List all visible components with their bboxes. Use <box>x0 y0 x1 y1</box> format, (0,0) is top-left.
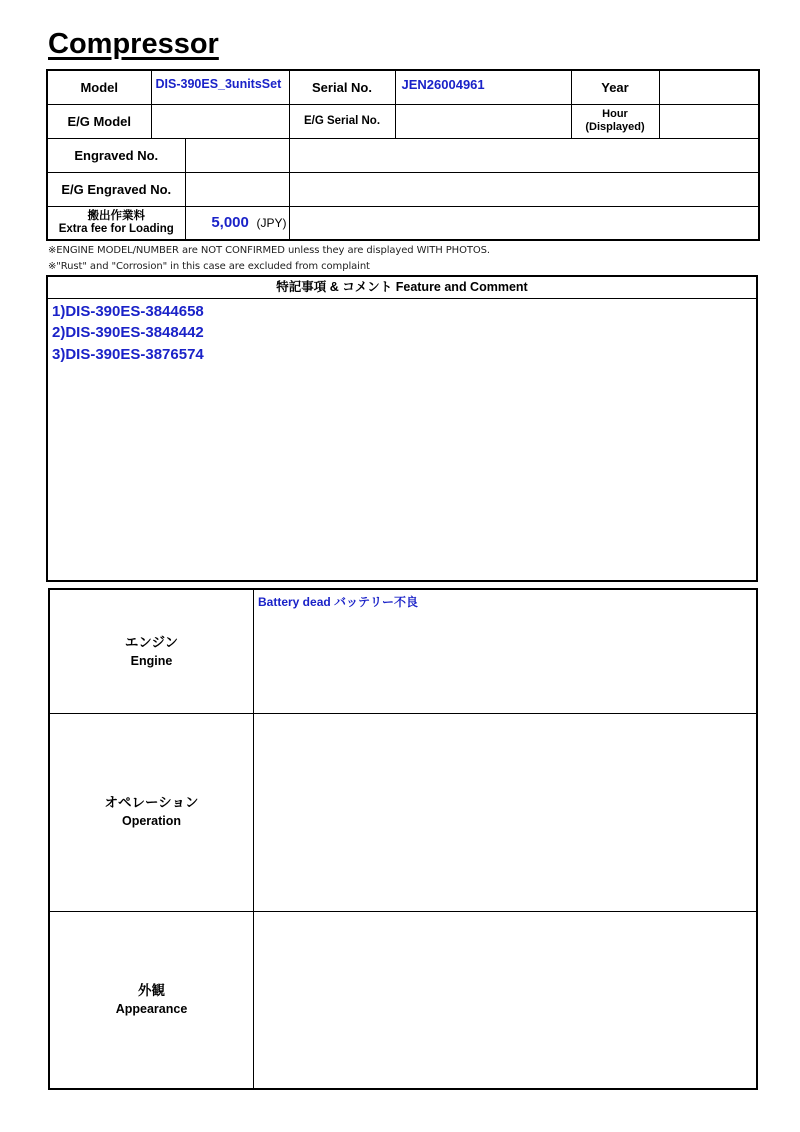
engraved-label: Engraved No. <box>47 138 185 172</box>
year-value <box>659 70 759 104</box>
serial-label: Serial No. <box>289 70 395 104</box>
engine-section <box>48 588 758 714</box>
eg-engraved-value-small <box>185 172 289 206</box>
fee-label-en: Extra fee for Loading <box>58 222 174 235</box>
hour-label-line1: Hour <box>602 108 628 120</box>
eg-engraved-label: E/G Engraved No. <box>47 172 185 206</box>
eg-serial-label: E/G Serial No. <box>289 104 395 138</box>
hour-value <box>659 104 759 138</box>
engine-content: Battery dead バッテリー不良 <box>258 595 419 609</box>
feature-comment-box <box>46 275 758 582</box>
eg-engraved-value <box>289 172 759 206</box>
appearance-label-en: Appearance <box>115 1001 188 1016</box>
serial-value: JEN26004961 <box>395 70 571 104</box>
eg-serial-value <box>395 104 571 138</box>
hour-label <box>571 104 659 138</box>
feature-comment-header: 特記事項 & コメント Feature and Comment <box>48 277 756 299</box>
feature-line-3: 3)DIS-390ES-3876574 <box>52 346 204 363</box>
fee-extra <box>289 206 759 240</box>
equipment-info-table <box>46 69 760 241</box>
operation-label-en: Operation <box>121 814 182 828</box>
model-value: DIS-390ES_3unitsSet <box>151 70 289 104</box>
engraved-value <box>289 138 759 172</box>
fee-label-jp: 搬出作業料 <box>87 209 145 222</box>
appearance-label-jp: 外観 <box>138 982 165 998</box>
engraved-value-small <box>185 138 289 172</box>
engine-label-en: Engine <box>130 653 173 668</box>
feature-line-2: 2)DIS-390ES-3848442 <box>52 324 204 341</box>
fee-unit: (JPY) <box>256 216 287 231</box>
appearance-label <box>50 911 254 1088</box>
note-rust-exclusion: ※"Rust" and "Corrosion" in this case are excluded from complaint <box>48 261 370 272</box>
engine-label <box>50 590 254 713</box>
fee-value: 5,000 <box>211 214 249 232</box>
operation-label <box>50 713 254 911</box>
model-label: Model <box>47 70 151 104</box>
operation-label-jp: オペレーション <box>104 795 199 810</box>
appearance-section <box>48 911 758 1090</box>
page-title: Compressor <box>48 28 219 60</box>
fee-label <box>47 206 185 240</box>
engine-label-jp: エンジン <box>124 634 179 650</box>
fee-value-cell <box>185 206 289 240</box>
eg-model-label: E/G Model <box>47 104 151 138</box>
hour-label-line2: (Displayed) <box>585 121 645 133</box>
feature-line-1: 1)DIS-390ES-3844658 <box>52 303 204 320</box>
eg-model-value <box>151 104 289 138</box>
year-label: Year <box>571 70 659 104</box>
operation-section <box>48 713 758 912</box>
note-engine-confirmation: ※ENGINE MODEL/NUMBER are NOT CONFIRMED unless they are displayed WITH PHOTOS. <box>48 245 490 256</box>
